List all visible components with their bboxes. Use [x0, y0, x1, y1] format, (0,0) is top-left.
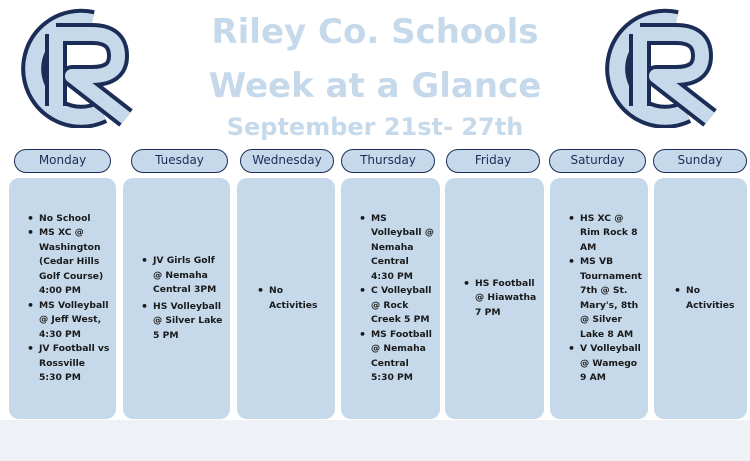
event-list — [19, 212, 110, 386]
page-subtitle: Week at a Glance — [208, 66, 542, 106]
list-item: • MS Football @ Nemaha Central 5:30 PM — [361, 328, 434, 386]
event-list — [455, 277, 538, 321]
list-item: • No School — [29, 212, 110, 227]
event-list — [249, 284, 329, 313]
list-item: • MS VB Tournament 7th @ St. Mary's, 8th @ Silver Lake 8 AM — [570, 255, 642, 342]
list-item: • MS XC @ Washington (Cedar Hills Golf Course) 4:00 PM — [29, 226, 110, 299]
day-column-thursday — [341, 178, 440, 419]
day-header-saturday: Saturday — [549, 149, 646, 173]
day-header-friday: Friday — [446, 149, 540, 173]
day-header-thursday: Thursday — [341, 149, 435, 173]
list-item: • MS Volleyball @ Nemaha Central 4:30 PM — [361, 212, 434, 285]
rc-monogram-logo-icon — [598, 6, 733, 128]
list-item: • HS XC @ Rim Rock 8 AM — [570, 212, 642, 256]
event-list — [133, 254, 224, 343]
list-item: • HS Volleyball @ Silver Lake 5 PM — [143, 300, 224, 344]
list-item: • JV Football vs Rossville 5:30 PM — [29, 342, 110, 386]
date-range: September 21st- 27th — [226, 113, 524, 141]
day-header-tuesday: Tuesday — [131, 149, 228, 173]
day-column-monday — [9, 178, 116, 419]
list-item: • HS Football @ Hiawatha 7 PM — [465, 277, 538, 321]
list-item: • C Volleyball @ Rock Creek 5 PM — [361, 284, 434, 328]
day-header-sunday: Sunday — [653, 149, 747, 173]
list-item: • V Volleyball @ Wamego 9 AM — [570, 342, 642, 386]
list-item: • No Activities — [676, 284, 741, 313]
event-list — [351, 212, 434, 386]
day-column-wednesday — [237, 178, 335, 419]
day-header-monday: Monday — [14, 149, 111, 173]
day-column-tuesday — [123, 178, 230, 419]
bottom-band — [0, 420, 750, 461]
day-column-sunday — [654, 178, 747, 419]
day-column-saturday — [550, 178, 648, 419]
rc-monogram-logo-icon — [14, 6, 149, 128]
event-list — [666, 284, 741, 313]
list-item: • JV Girls Golf @ Nemaha Central 3PM — [143, 254, 224, 298]
list-item: • No Activities — [259, 284, 329, 313]
page-title: Riley Co. Schools — [211, 12, 539, 52]
event-list — [560, 212, 642, 386]
list-item: • MS Volleyball @ Jeff West, 4:30 PM — [29, 299, 110, 343]
day-header-wednesday: Wednesday — [240, 149, 334, 173]
day-column-friday — [445, 178, 544, 419]
